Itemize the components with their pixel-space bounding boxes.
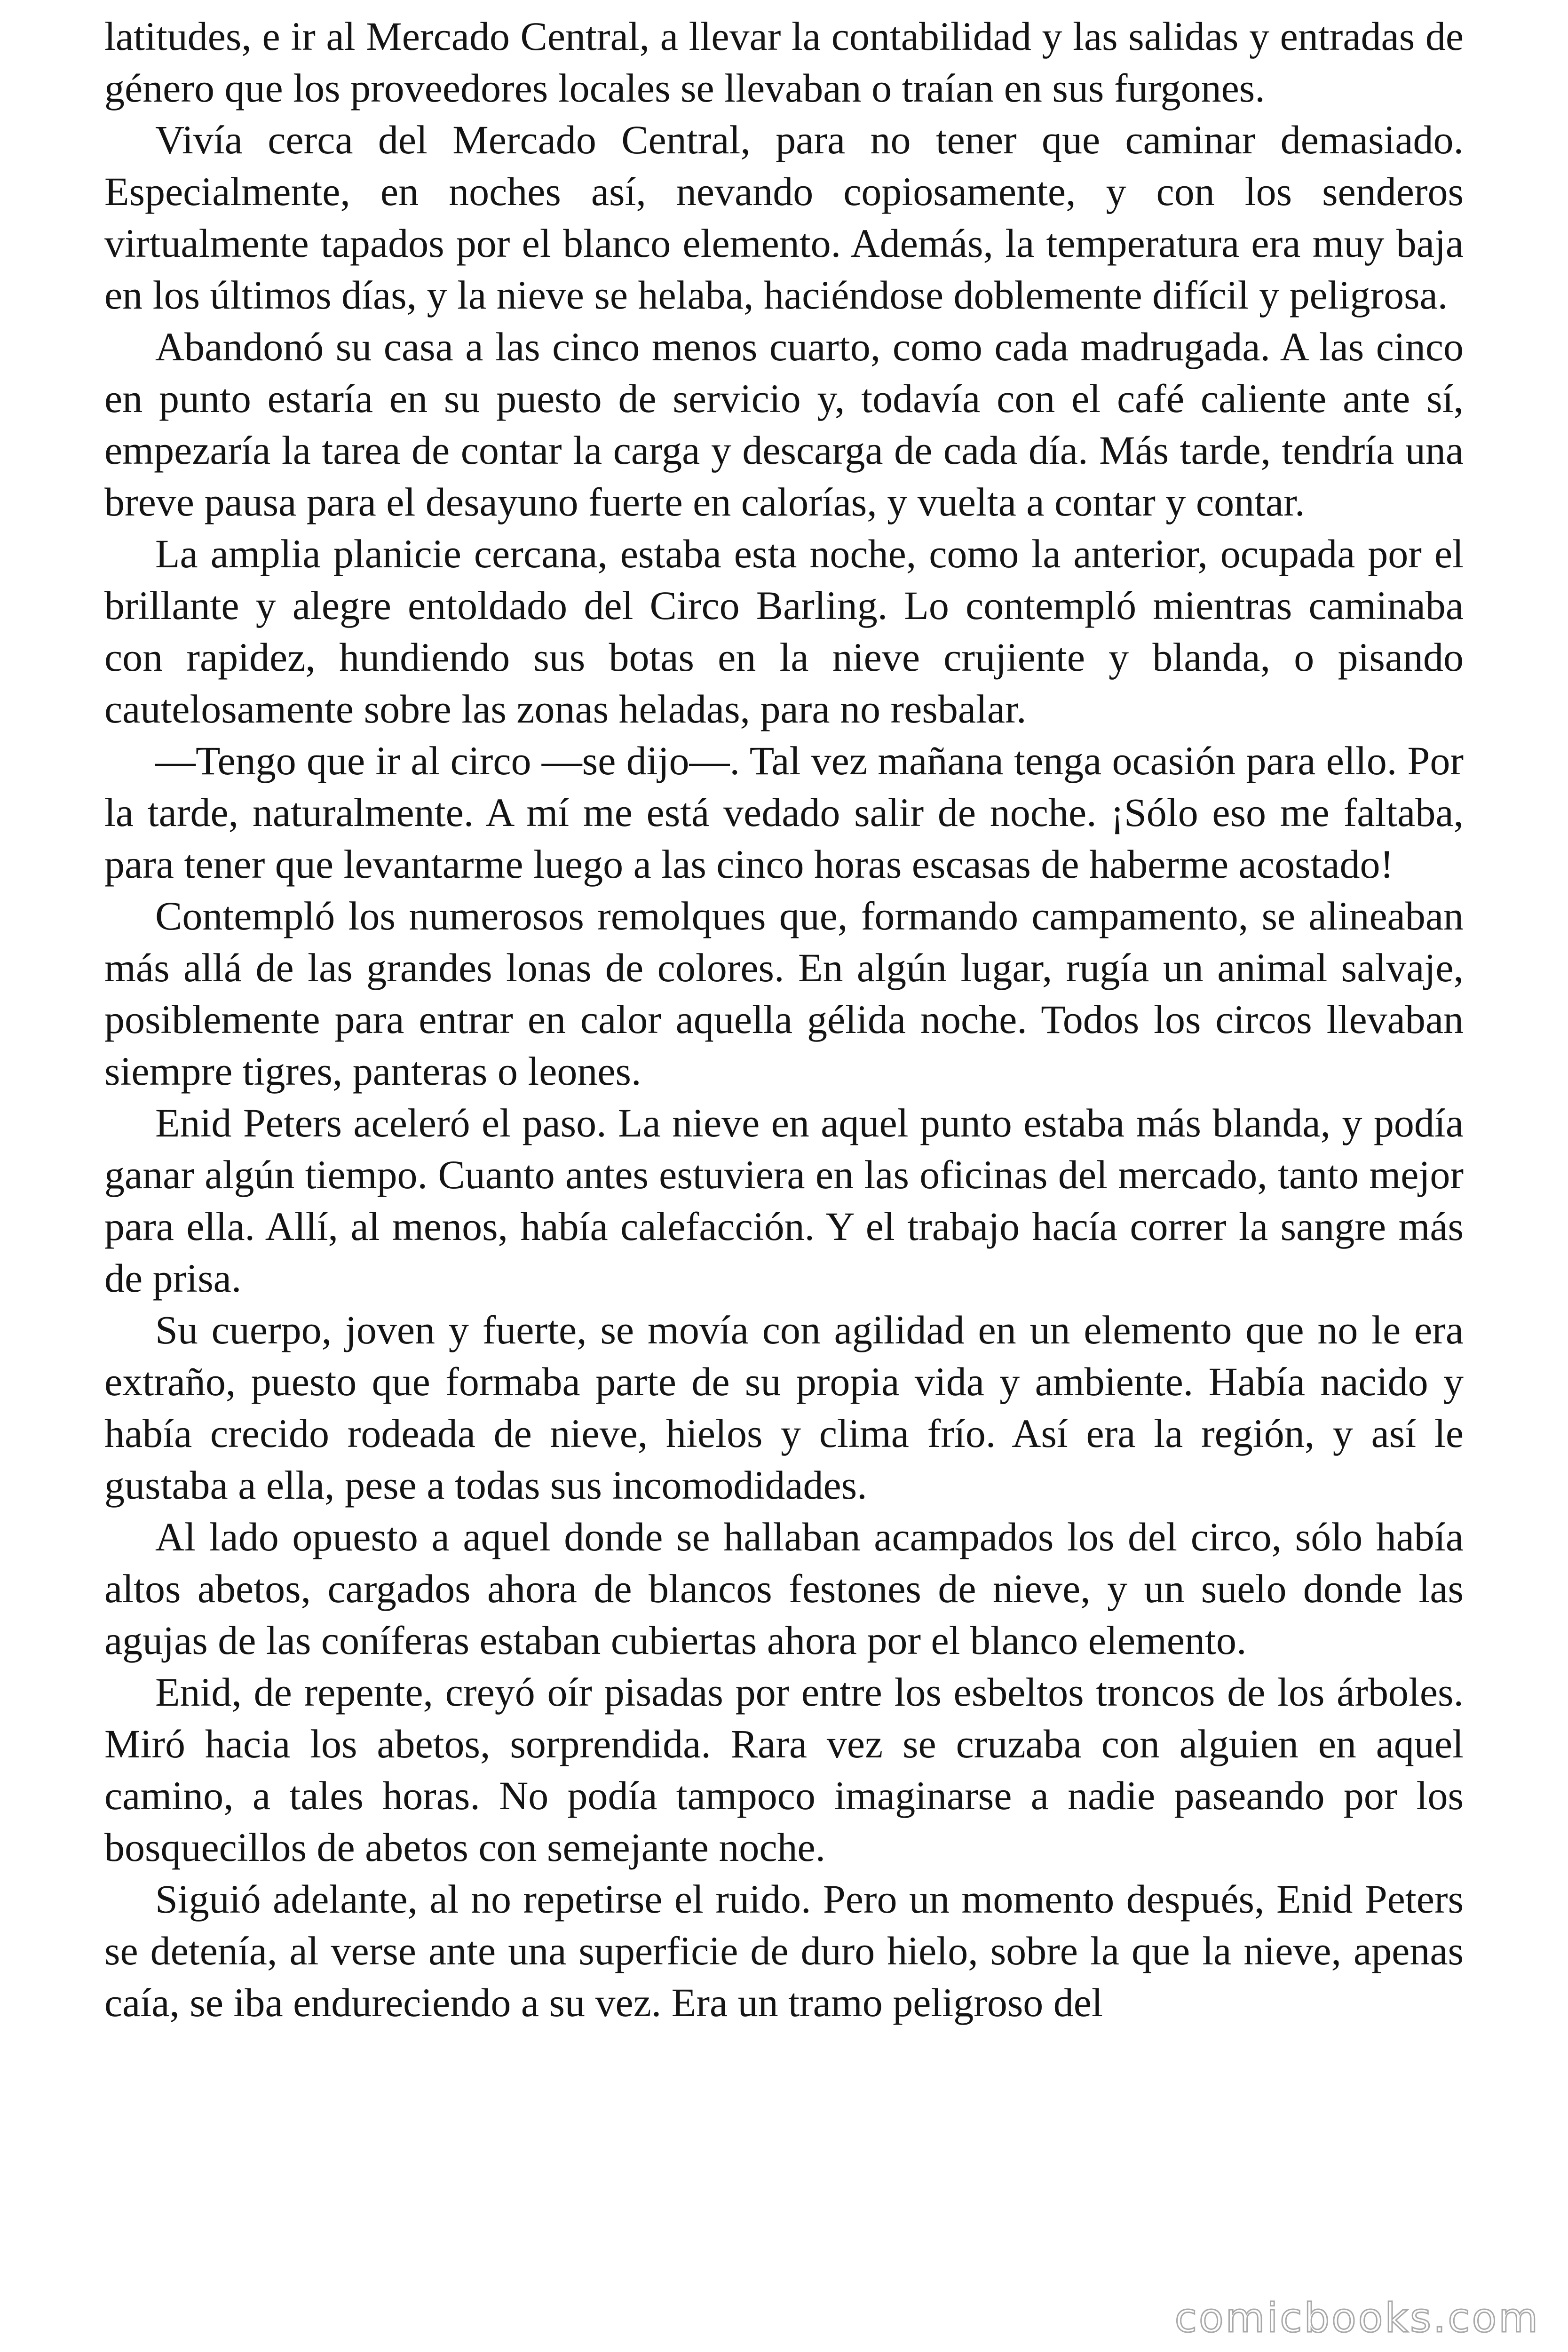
- paragraph-3: Abandonó su casa a las cinco menos cuarto, como cada madrugada. A las cinco en punto estaría en su puesto de servicio y, todavía con el café caliente ante sí, empezaría la tarea de contar la carga y descarga de cada día. Más tarde, tendría una breve pausa para el desayuno fuerte en calorías, y vuelta a contar y contar.: [104, 324, 1464, 524]
- paragraph-6: Contempló los numerosos remolques que, formando campamento, se alineaban más allá de las grandes lonas de colores. En algún lugar, rugía un animal salvaje, posiblemente para entrar en calor aquella gélida noche. Todos los circos llevaban siempre tigres, panteras o leones.: [104, 893, 1464, 1094]
- paragraph-11: Siguió adelante, al no repetirse el ruido. Pero un momento después, Enid Peters se detenía, al verse ante una superficie de duro hielo, sobre la que la nieve, apenas caía, se iba endureciendo a su vez. Era un tramo peligroso del: [104, 1876, 1464, 2025]
- paragraph-9: Al lado opuesto a aquel donde se hallaban acampados los del circo, sólo había altos abetos, cargados ahora de blancos festones de nieve, y un suelo donde las agujas de las coníferas estaban cubiertas ahora por el blanco elemento.: [104, 1514, 1464, 1663]
- paragraph-4: La amplia planicie cercana, estaba esta noche, como la anterior, ocupada por el brillante y alegre entoldado del Circo Barling. Lo contempló mientras caminaba con rapidez, hundiendo sus botas en la nieve crujiente y blanda, o pisando cautelosamente sobre las zonas heladas, para no resbalar.: [104, 531, 1464, 731]
- watermark: comicbooks.com: [1174, 2295, 1540, 2342]
- paragraph-5: —Tengo que ir al circo —se dijo—. Tal vez mañana tenga ocasión para ello. Por la tarde, naturalmente. A mí me está vedado salir de noche. ¡Sólo eso me faltaba, para tener que levantarme luego a las cinco horas escasas de haberme acostado!: [104, 738, 1464, 887]
- paragraph-2: Vivía cerca del Mercado Central, para no tener que caminar demasiado. Especialmente, en noches así, nevando copiosamente, y con los senderos virtualmente tapados por el blanco elemento. Además, la temperatura era muy baja en los últimos días, y la nieve se helaba, haciéndose doblemente difícil y peligrosa.: [104, 117, 1464, 318]
- paragraph-7: Enid Peters aceleró el paso. La nieve en aquel punto estaba más blanda, y podía ganar algún tiempo. Cuanto antes estuviera en las oficinas del mercado, tanto mejor para ella. Allí, al menos, había calefacción. Y el trabajo hacía correr la sangre más de prisa.: [104, 1100, 1464, 1301]
- paragraph-10: Enid, de repente, creyó oír pisadas por entre los esbeltos troncos de los árboles. Miró hacia los abetos, sorprendida. Rara vez se cruzaba con alguien en aquel camino, a tales horas. No podía tampoco imaginarse a nadie paseando por los bosquecillos de abetos con semejante noche.: [104, 1669, 1464, 1870]
- document-page: [104, 10, 1464, 2334]
- paragraph-1: latitudes, e ir al Mercado Central, a llevar la contabilidad y las salidas y entradas de género que los proveedores locales se llevaban o traían en sus furgones.: [104, 14, 1464, 111]
- paragraph-8: Su cuerpo, joven y fuerte, se movía con agilidad en un elemento que no le era extraño, puesto que formaba parte de su propia vida y ambiente. Había nacido y había crecido rodeada de nieve, hielos y clima frío. Así era la región, y así le gustaba a ella, pese a todas sus incomodidades.: [104, 1307, 1464, 1508]
